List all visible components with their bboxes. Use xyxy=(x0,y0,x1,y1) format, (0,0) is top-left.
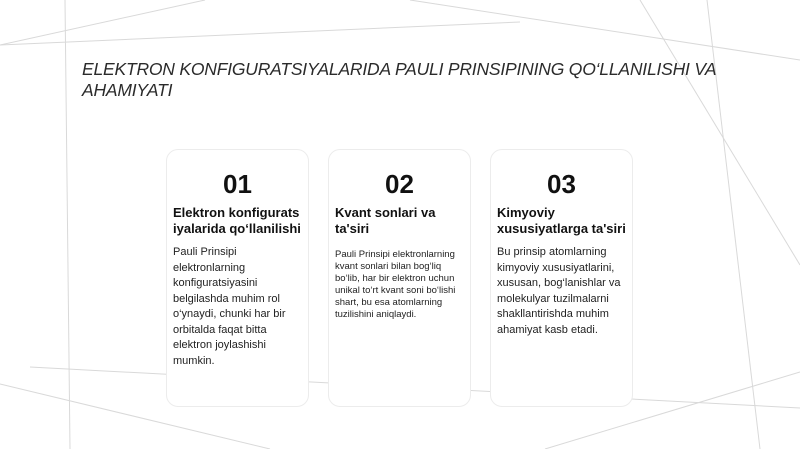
card-heading: Elektron konfiguratsiyalarida qo‘llanilishi xyxy=(173,205,301,236)
card-1 xyxy=(166,149,309,407)
card-3 xyxy=(490,149,633,407)
card-heading: Kimyoviy xususiyatlarga ta'siri xyxy=(497,205,626,236)
card-number: 01 xyxy=(223,169,252,199)
card-body: Pauli Prinsipi elektronlarning konfiguratsiyasini belgilashda muhim rol o‘ynaydi, chunki har bir orbitalda faqat bitta elektron joylashishi mumkin. xyxy=(173,246,286,367)
card-number: 02 xyxy=(385,169,414,199)
card-number: 03 xyxy=(547,169,576,199)
slide-title: ELEKTRON KONFIGURATSIYALARIDA PAULI PRINSIPINING QO‘LLANILISHI VA AHAMIYATI xyxy=(82,59,716,100)
card-heading: Kvant sonlari va ta'siri xyxy=(335,205,436,236)
card-2 xyxy=(328,149,471,407)
card-body: Pauli Prinsipi elektronlarning kvant sonlari bilan bog‘liq bo‘lib, har bir elektron uchun unikal to‘rt kvant soni bo‘lishi shart, bu esa atomlarning tuzilishini aniqlaydi. xyxy=(335,249,456,320)
card-body: Bu prinsip atomlarning kimyoviy xususiyatlarini, xususan, bog‘lanishlar va molekulyar tuzilmalarni shakllantirishda muhim ahamiyat kasb etadi. xyxy=(497,246,621,336)
